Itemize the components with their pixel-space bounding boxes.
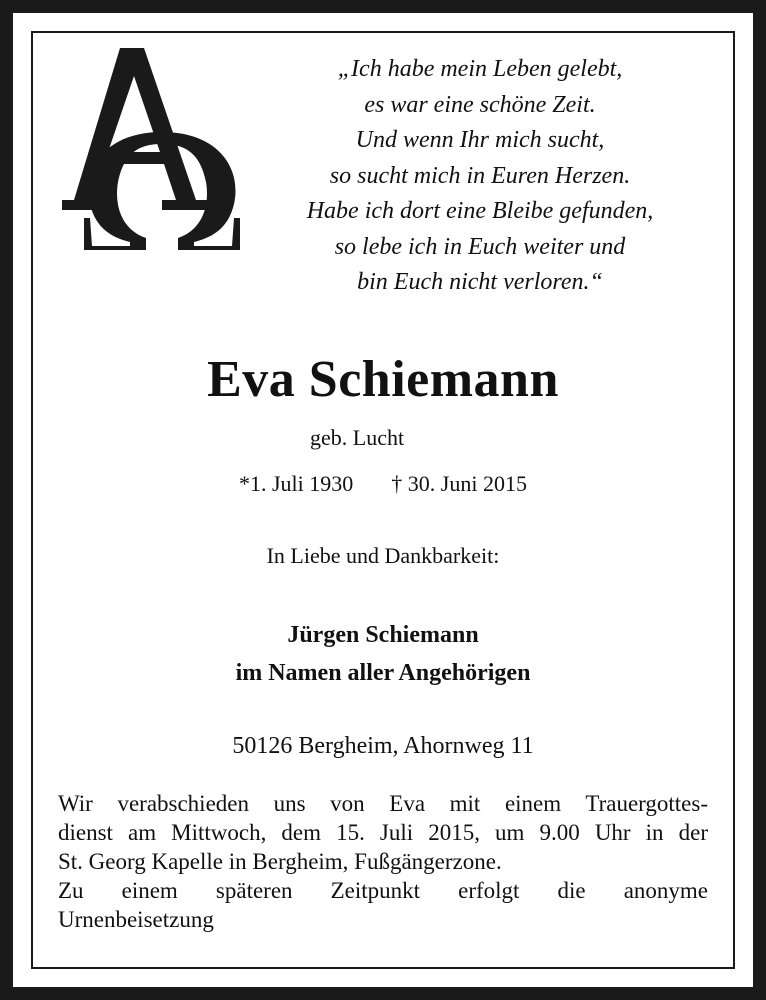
quote-line: so lebe ich in Euch weiter und	[334, 233, 626, 260]
birth-name: geb. Lucht	[310, 425, 405, 450]
deceased-name: Eva Schiemann	[207, 351, 559, 408]
signer-name: Jürgen Schiemann	[287, 622, 479, 648]
service-line: Urnenbeisetzung	[58, 907, 214, 932]
quote-line: bin Euch nicht verloren.“	[357, 269, 603, 295]
signers	[0, 616, 766, 692]
life-dates	[0, 470, 766, 498]
quote	[260, 52, 700, 301]
address: 50126 Bergheim, Ahornweg 11	[232, 733, 534, 759]
service-line: St. Georg Kapelle in Bergheim, Fußgängerzone.	[58, 849, 502, 874]
alpha-omega-icon	[44, 40, 244, 250]
quote-line: Habe ich dort eine Bleibe gefunden,	[306, 198, 654, 224]
quote-line: Und wenn Ihr mich sucht,	[355, 127, 605, 153]
service-line: Zu einem späteren Zeitpunkt erfolgt die anonyme	[58, 878, 708, 903]
birth-date: *1. Juli 1930	[239, 471, 354, 496]
quote-line: so sucht mich in Euren Herzen.	[329, 162, 631, 189]
service-line: dienst am Mittwoch, dem 15. Juli 2015, um 9.00 Uhr in der	[58, 820, 708, 845]
service-notice	[58, 789, 708, 934]
death-date: † 30. Juni 2015	[391, 471, 527, 496]
service-line: Wir verabschieden uns von Eva mit einem Trauergottes-	[58, 791, 708, 816]
dedication: In Liebe und Dankbarkeit:	[266, 543, 500, 568]
quote-line: es war eine schöne Zeit.	[364, 91, 596, 118]
signer-note: im Namen aller Angehörigen	[235, 660, 531, 686]
quote-line: „Ich habe mein Leben gelebt,	[337, 56, 623, 82]
